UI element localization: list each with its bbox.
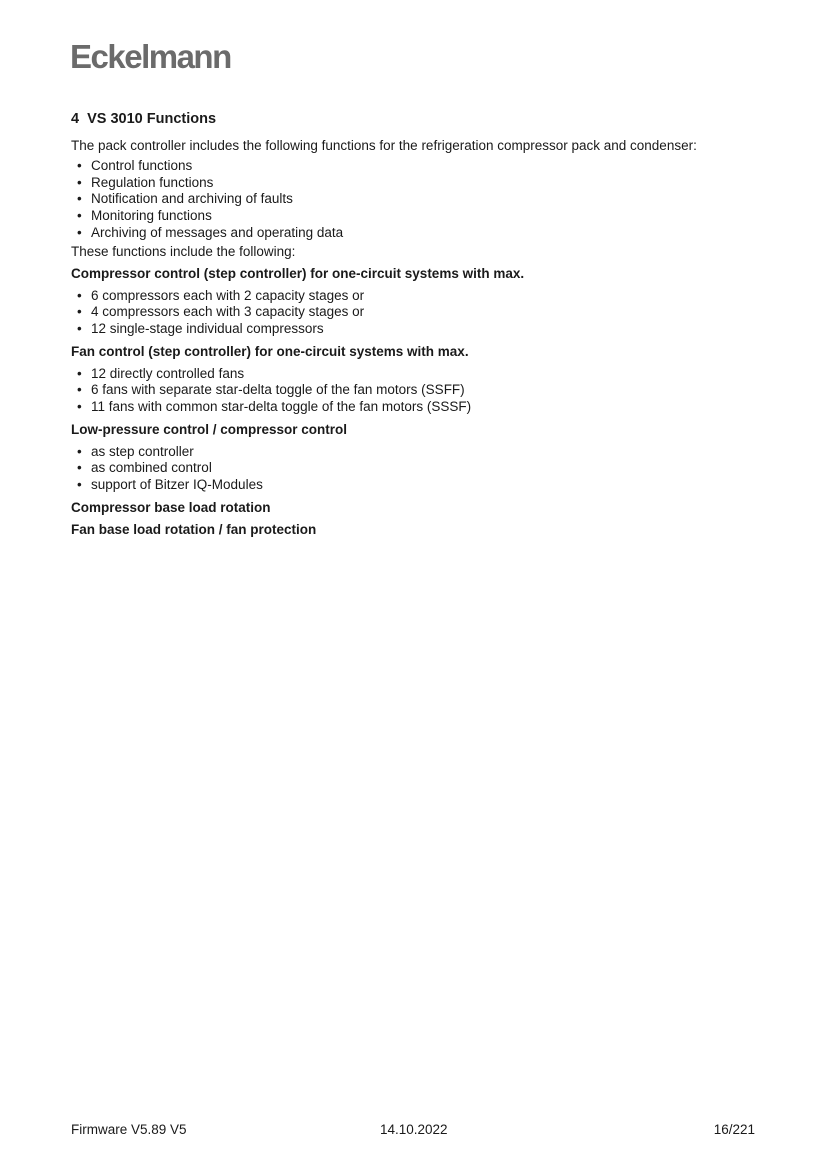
section-title: VS 3010 Functions [87,111,217,127]
compressor-control-list [71,288,761,338]
list-item: • 12 single-stage individual compressors [77,320,324,336]
section-number: 4 [71,111,80,127]
footer-page-number: 16/221 [713,1122,755,1137]
fan-control-title: Fan control (step controller) for one-circuit systems with max. [71,343,469,359]
fan-rotation-title: Fan base load rotation / fan protection [71,521,317,537]
list-item: • 6 compressors each with 2 capacity stages or [77,287,365,303]
list-item: • 12 directly controlled fans [77,365,245,381]
list-item: • 4 compressors each with 3 capacity stages or [77,304,365,320]
list-item: • Monitoring functions [77,208,212,224]
list-item: • support of Bitzer IQ-Modules [77,477,263,493]
section-heading [71,110,761,128]
bullet-icon: • [77,382,82,398]
low-pressure-control-list [71,444,761,494]
bullet-icon: • [77,287,82,303]
intro-list [71,158,761,242]
intro-paragraph: The pack controller includes the following functions for the refrigeration compressor pack and condenser: [71,138,697,153]
footer-firmware: Firmware V5.89 V5 [71,1122,187,1137]
bullet-icon: • [77,365,82,381]
main-content [71,110,761,543]
low-pressure-control-title: Low-pressure control / compressor control [71,421,348,437]
list-item: • 6 fans with separate star-delta toggle of the fan motors (SSFF) [77,382,465,398]
bullet-icon: • [77,224,82,240]
bullet-icon: • [77,443,82,459]
list-item: • Archiving of messages and operating data [77,224,344,240]
list-item: • Regulation functions [77,174,214,190]
bullet-icon: • [77,477,82,493]
bullet-icon: • [77,208,82,224]
list-item: • 11 fans with common star-delta toggle of the fan motors (SSSF) [77,399,472,415]
list-item: • as combined control [77,460,212,476]
bullet-icon: • [77,304,82,320]
footer-date: 14.10.2022 [380,1122,448,1137]
list-item: • Control functions [77,158,193,173]
bullet-icon: • [77,191,82,207]
bullet-icon: • [77,174,82,190]
compressor-rotation-title: Compressor base load rotation [71,499,271,515]
fan-control-list [71,366,761,416]
list-item: • Notification and archiving of faults [77,191,293,207]
bullet-icon: • [77,320,82,336]
bullet-icon: • [77,460,82,476]
bullet-icon: • [77,158,82,173]
company-logo: Eckelmann [70,38,231,75]
bullet-icon: • [77,399,82,415]
compressor-control-title: Compressor control (step controller) for one-circuit systems with max. [71,265,525,281]
these-functions-text: These functions include the following: [71,243,296,259]
list-item: • as step controller [77,443,194,459]
